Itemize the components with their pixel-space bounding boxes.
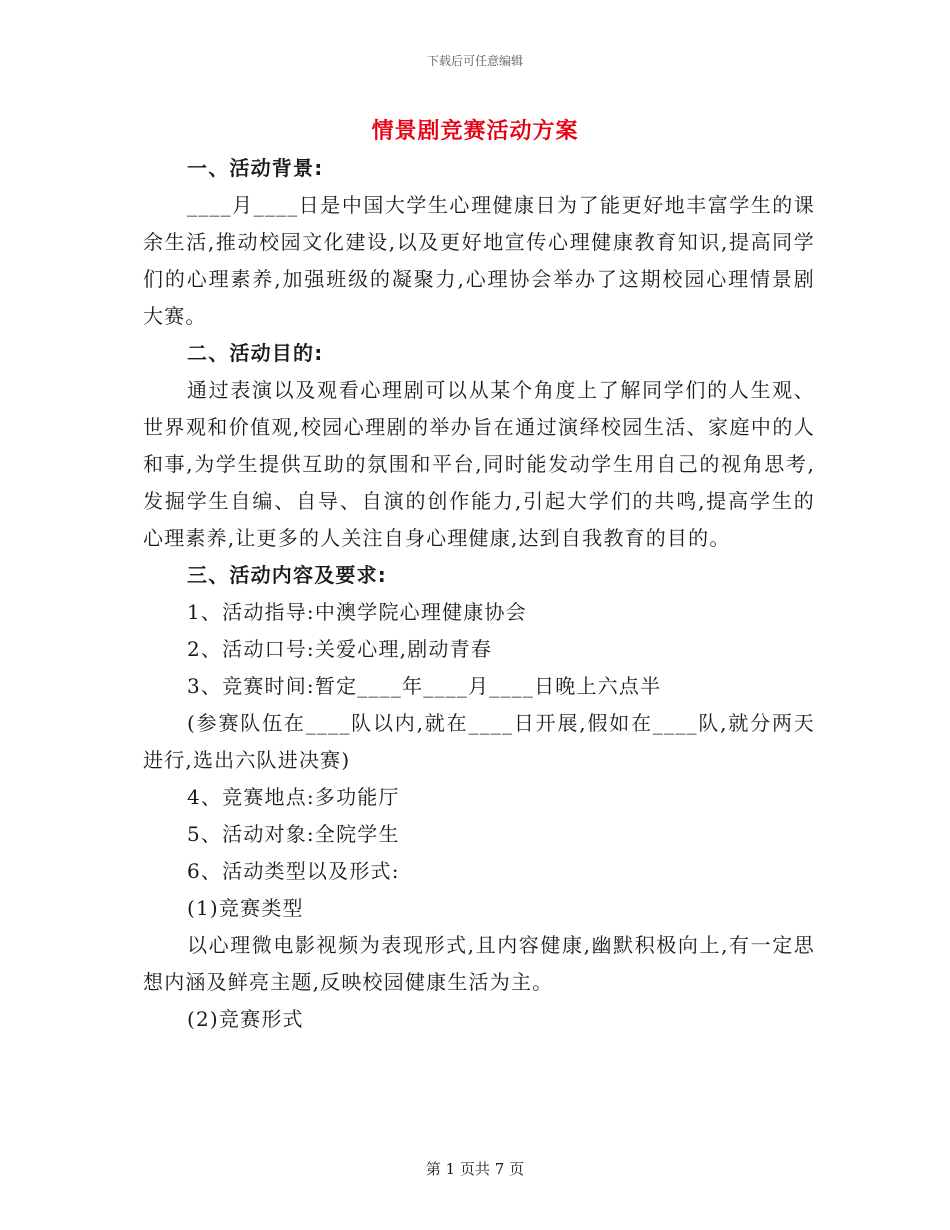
list-item-type-form: 6、活动类型以及形式:	[187, 859, 400, 883]
list-item-slogan: 2、活动口号:关爱心理,剧动青春	[187, 637, 493, 661]
sub-item-type: (1)竞赛类型	[187, 896, 304, 920]
list-item-venue: 4、竞赛地点:多功能厅	[187, 785, 400, 809]
paragraph-background: ____月____日是中国大学生心理健康日为了能更好地丰富学生的课余生活,推动校园文化建设,以及更好地宣传心理健康教育知识,提高同学们的心理素养,加强班级的凝聚力,心理协会举办了这期校园心理情景剧大赛。	[143, 193, 815, 328]
section-heading-background: 一、活动背景:	[187, 156, 324, 180]
document-title: 情景剧竞赛活动方案	[371, 119, 579, 144]
header-note: 下载后可任意编辑	[426, 54, 523, 68]
paragraph-type: 以心理微电影视频为表现形式,且内容健康,幽默积极向上,有一定思想内涵及鲜亮主题,反映校园健康生活为主。	[143, 933, 815, 994]
list-item-guidance: 1、活动指导:中澳学院心理健康协会	[187, 600, 527, 624]
list-item-audience: 5、活动对象:全院学生	[187, 822, 400, 846]
section-heading-purpose: 二、活动目的:	[187, 341, 324, 365]
paragraph-team-note: (参赛队伍在____队以内,就在____日开展,假如在____队,就分两天进行,选出六队进决赛)	[143, 711, 815, 772]
list-item-time: 3、竞赛时间:暂定____年____月____日晚上六点半	[187, 674, 662, 698]
page-number: 第 1 页共 7 页	[425, 1160, 525, 1178]
document-body	[143, 150, 815, 1038]
sub-item-form: (2)竞赛形式	[187, 1007, 304, 1031]
section-heading-content: 三、活动内容及要求:	[187, 563, 387, 587]
paragraph-purpose: 通过表演以及观看心理剧可以从某个角度上了解同学们的人生观、世界观和价值观,校园心理剧的举办旨在通过演绎校园生活、家庭中的人和事,为学生提供互助的氛围和平台,同时能发动学生用自己的视角思考,发掘学生自编、自导、自演的创作能力,引起大学们的共鸣,提高学生的心理素养,让更多的人关注自身心理健康,达到自我教育的目的。	[143, 378, 815, 550]
